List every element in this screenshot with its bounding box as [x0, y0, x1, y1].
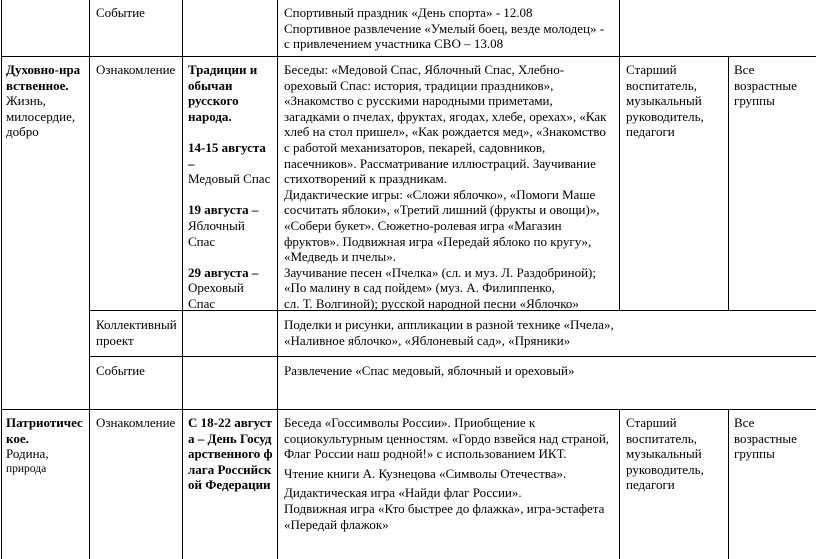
- row3-form-cell: [96, 363, 178, 379]
- row0-content-cell: [284, 5, 616, 52]
- row4-section-subtitle: Родина,: [6, 446, 49, 462]
- row0-form-cell: [96, 5, 178, 21]
- row2-form: Коллективный проект: [96, 317, 177, 348]
- row4-section-cell: [6, 415, 86, 477]
- row1-content-line: загадками о пчелах, фруктах, ягодах, хлебе, орехах», «Как: [284, 108, 607, 124]
- row1-content-line: ореховый Спас: история, традиции праздников»,: [284, 77, 554, 93]
- row3-content-cell: [284, 363, 618, 379]
- row1-responsible-cell: [626, 62, 724, 140]
- row4-content-line: Флаг России наш родной!» с использованием ИКТ.: [284, 446, 567, 462]
- table-border-col5-mid: [728, 56, 729, 310]
- row4-content-line: социокультурным ценностям. «Гордо взвейся над страной,: [284, 430, 610, 446]
- row1-content-line: пасечников». Рассматривание иллюстраций. Заучивание: [284, 155, 596, 171]
- row1-content-line: Беседы: «Медовой Спас, Яблочный Спас, Хлебно-: [284, 62, 565, 77]
- table-border-col4-bottom: [619, 409, 620, 559]
- row1-section-title: Духовно-нравственное.: [6, 62, 81, 93]
- row1-content-line: хлеб на стол пришел», «Как рождается мед», «Знакомство: [284, 124, 606, 140]
- row1-content-line: «Собери букет». Сюжетно-ролевая игра «Магазин: [284, 217, 562, 233]
- row0-content-line: с привлечением участника СВО – 13.08: [284, 36, 504, 52]
- row1-dates-heading: Традиции и обычаи русского народа.: [188, 62, 258, 124]
- row1-section-cell: [6, 62, 86, 140]
- table-border-row1: [1, 56, 816, 57]
- row1-content-line: сл. Т. Волгиной); русской народной песни «Яблочко»: [284, 295, 579, 311]
- row1-responsible: Старший воспитатель, музыкальный руководитель, педагоги: [626, 62, 704, 140]
- row4-section-subtitle: природа: [6, 462, 47, 475]
- row1-form: Ознакомление: [96, 62, 176, 77]
- row0-form: Событие: [96, 5, 145, 20]
- row1-content-line: стихотворений к праздникам.: [284, 171, 447, 187]
- table-border-row3: [89, 356, 816, 357]
- row1-date-plain: Яблочный Спас: [188, 217, 245, 249]
- row4-content-cell: [284, 415, 618, 532]
- row1-dates-cell: [188, 62, 274, 312]
- row1-content-cell: [284, 62, 618, 312]
- row2-content-line: Поделки и рисунки, аппликации в разной технике «Пчела»,: [284, 317, 614, 332]
- row1-date-plain: Ореховый Спас: [188, 280, 244, 311]
- row1-content-line: сосчитать яблоки», «Третий лишний (фрукты и овощи)»,: [284, 202, 600, 218]
- row2-content-cell: [284, 317, 618, 348]
- table-border-row4: [1, 409, 816, 410]
- row4-dates: С 18-22 августа – День Государственного флага Российской Федерации: [188, 415, 273, 493]
- row1-section-subtitle: Жизнь, милосердие, добро: [6, 93, 76, 140]
- row1-content-line: «Медведь и пчелы».: [284, 249, 396, 265]
- row0-content-line: Спортивное развлечение «Умелый боец, везде молодец» -: [284, 20, 605, 36]
- table-border-col2: [182, 0, 183, 559]
- row4-section-title: Патриотическое.: [6, 415, 83, 446]
- row1-date-bold: 14-15 августа –: [188, 139, 266, 171]
- table-border-col3: [277, 56, 278, 559]
- row1-groups: Все возрастные группы: [734, 62, 797, 109]
- table-border-col4-top: [619, 0, 620, 56]
- row4-form-cell: [96, 415, 178, 431]
- row1-content-line: Дидактические игры: «Сложи яблочко», «Помоги Маше: [284, 186, 596, 202]
- row1-content-line: «Знакомство с русскими народными приметами,: [284, 93, 553, 109]
- table-border-left: [1, 0, 2, 559]
- row4-content-line: Подвижная игра «Кто быстрее до флажка», игра-эстафета: [284, 500, 605, 516]
- row1-content-line: «По малину в сад пойдем» (муз. А. Филиппенко,: [284, 280, 555, 296]
- row4-responsible: Старший воспитатель, музыкальный руководитель, педагоги: [626, 415, 704, 493]
- row4-groups: Все возрастные группы: [734, 415, 797, 462]
- row3-form: Событие: [96, 363, 145, 378]
- table-border-col3-top: [277, 0, 278, 56]
- row4-responsible-cell: [626, 415, 724, 493]
- row2-content-line: «Наливное яблочко», «Яблоневый сад», «Пряники»: [284, 332, 571, 348]
- table-border-col5-bottom: [728, 409, 729, 559]
- row4-groups-cell: [734, 415, 812, 462]
- row4-dates-cell: [188, 415, 274, 493]
- row4-content-line: Дидактическая игра «Найди флаг России».: [284, 485, 522, 501]
- row4-content-line: Беседа «Госсимволы России». Приобщение к: [284, 415, 536, 430]
- row2-form-cell: [96, 317, 180, 348]
- row1-date-bold: 29 августа –: [188, 264, 259, 280]
- row3-content-line: Развлечение «Спас медовый, яблочный и ореховый»: [284, 363, 575, 378]
- row4-form: Ознакомление: [96, 415, 176, 430]
- row0-content-line: Спортивный праздник «День спорта» - 12.08: [284, 5, 533, 20]
- row1-date-plain: Медовый Спас: [188, 171, 271, 187]
- row4-content-line: «Передай флажок»: [284, 516, 389, 532]
- row1-content-line: Заучивание песен «Пчелка» (сл. и муз. Л. Раздобриной);: [284, 264, 596, 280]
- row1-groups-cell: [734, 62, 812, 109]
- row1-content-line: с работой механизаторов, пекарей, садовников,: [284, 139, 546, 155]
- row4-content-line: Чтение книги А. Кузнецова «Символы Отечества».: [284, 465, 567, 481]
- row1-content-line: фруктов». Подвижная игра «Передай яблоко по кругу»,: [284, 233, 592, 249]
- table-border-col4-mid: [619, 56, 620, 310]
- row1-form-cell: [96, 62, 178, 78]
- row1-date-bold: 19 августа –: [188, 202, 259, 218]
- table-border-col1: [89, 0, 90, 559]
